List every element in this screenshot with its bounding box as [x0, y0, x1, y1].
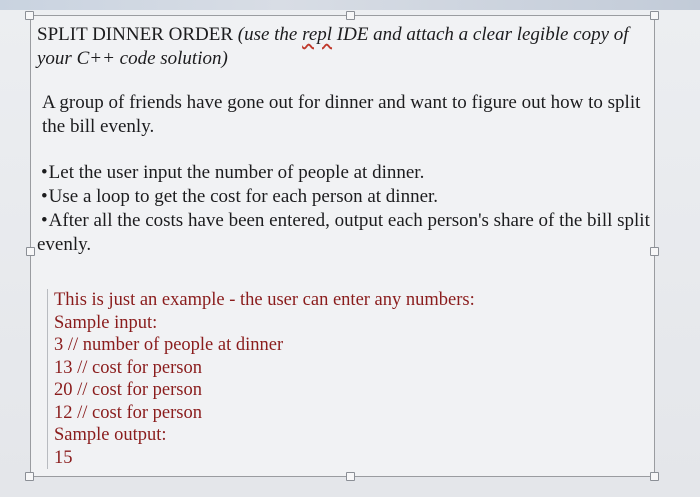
assignment-title — [37, 23, 652, 47]
sample-input-line: 13 // cost for person — [54, 357, 202, 378]
example-block — [47, 289, 654, 469]
intro-line-1: A group of friends have gone out for dinner and want to figure out how to split — [42, 92, 641, 113]
bullet-icon: • — [41, 210, 48, 231]
list-item-text: Let the user input the number of people at dinner. — [48, 162, 425, 183]
sample-input-line: 20 // cost for person — [54, 380, 202, 400]
bullet-icon: • — [41, 162, 48, 183]
intro-paragraph — [42, 91, 652, 139]
list-item-continuation — [37, 233, 652, 257]
resize-handle-top-right[interactable] — [650, 11, 659, 20]
bullet-icon: • — [41, 186, 48, 207]
list-item-text: After all the costs have been entered, output each person's share of the bill split — [48, 210, 650, 231]
ruler-strip — [0, 0, 700, 10]
title-italic-rest: IDE and attach a clear legible copy of — [332, 24, 629, 45]
intro-line-2: the bill evenly. — [42, 116, 155, 137]
example-note: This is just an example - the user can enter any numbers: — [54, 290, 475, 310]
title-heading: SPLIT DINNER ORDER — [37, 24, 233, 45]
sample-input-label: Sample input: — [54, 312, 158, 333]
list-item — [41, 161, 652, 185]
list-item-text: Use a loop to get the cost for each person at dinner. — [48, 186, 439, 207]
spellcheck-word-repl[interactable]: repl — [302, 24, 333, 45]
resize-handle-bottom-middle[interactable] — [346, 472, 355, 481]
resize-handle-bottom-left[interactable] — [25, 472, 34, 481]
text-box-content — [37, 23, 652, 257]
title-italic-start: (use the — [237, 24, 303, 45]
sample-input-line: 12 // cost for person — [54, 402, 202, 423]
resize-handle-middle-left[interactable] — [26, 247, 35, 256]
list-item — [41, 209, 652, 233]
sample-output-label: Sample output: — [54, 425, 167, 445]
sample-input-line: 3 // number of people at dinner — [54, 335, 284, 355]
requirements-list — [37, 161, 652, 257]
list-item-text: evenly. — [37, 234, 92, 255]
sample-output-value: 15 — [54, 447, 73, 468]
resize-handle-top-middle[interactable] — [346, 11, 355, 20]
resize-handle-bottom-right[interactable] — [650, 472, 659, 481]
list-item — [41, 185, 652, 209]
title-instructions — [238, 24, 629, 45]
title-instructions-line2: your C++ code solution) — [37, 48, 228, 69]
resize-handle-top-left[interactable] — [25, 11, 34, 20]
